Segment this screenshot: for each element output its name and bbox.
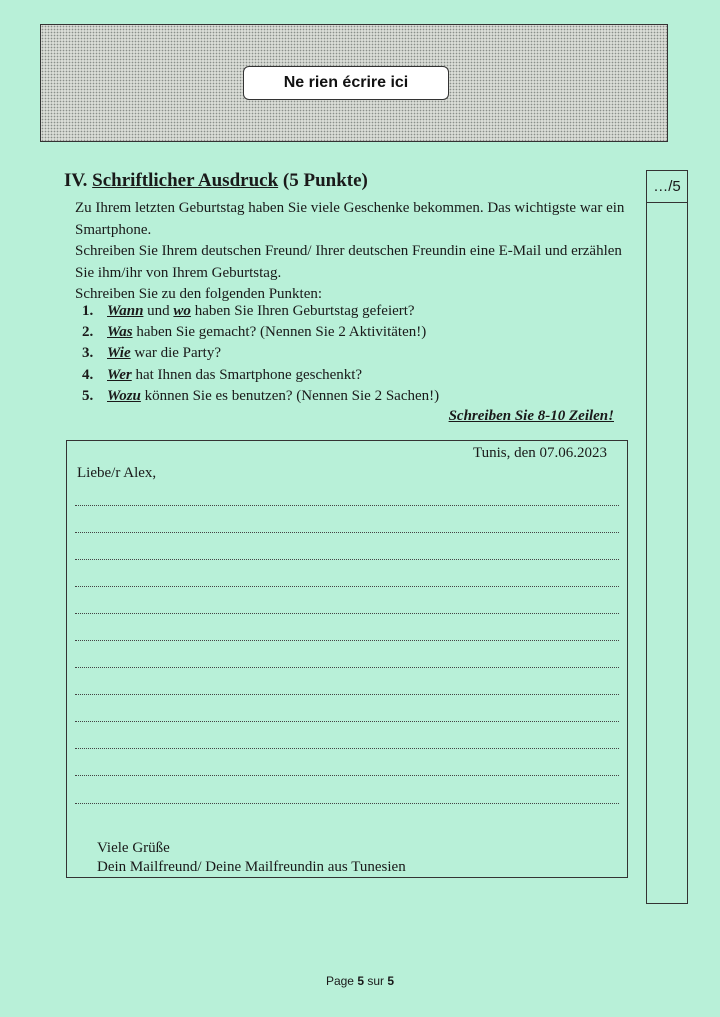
writing-line[interactable] xyxy=(75,559,619,560)
writing-line[interactable] xyxy=(75,505,619,506)
writing-line[interactable] xyxy=(75,803,619,804)
question-item: 4. Wer hat Ihnen das Smartphone geschenkt? xyxy=(82,366,363,383)
writing-line[interactable] xyxy=(75,640,619,641)
score-box: …/5 xyxy=(647,171,687,203)
writing-line[interactable] xyxy=(75,586,619,587)
writing-line[interactable] xyxy=(75,694,619,695)
question-item: 3. Wie war die Party? xyxy=(82,345,221,362)
line-count-instruction: Schreiben Sie 8-10 Zeilen! xyxy=(448,408,614,424)
question-item: 2. Was haben Sie gemacht? (Nennen Sie 2 Aktivitäten!) xyxy=(82,324,427,341)
letter-closing-signature: Dein Mailfreund/ Deine Mailfreundin aus Tunesien xyxy=(97,859,406,875)
section-number: IV. xyxy=(64,170,88,191)
letter-salutation: Liebe/r Alex, xyxy=(77,465,157,481)
question-list xyxy=(82,301,642,407)
letter-date: Tunis, den 07.06.2023 xyxy=(472,445,607,461)
intro-paragraph-1: Zu Ihrem letzten Geburtstag haben Sie viele Geschenke bekommen. Das wichtigste war ein Smartphone. xyxy=(75,200,625,238)
section-title: Schriftlicher Ausdruck xyxy=(92,170,279,191)
grading-margin xyxy=(646,170,688,904)
writing-line[interactable] xyxy=(75,721,619,722)
question-item: 5. Wozu können Sie es benutzen? (Nennen Sie 2 Sachen!) xyxy=(82,387,440,404)
writing-line[interactable] xyxy=(75,613,619,614)
do-not-write-label: Ne rien écrire ici xyxy=(243,66,449,100)
writing-line[interactable] xyxy=(75,775,619,776)
writing-line[interactable] xyxy=(75,532,619,533)
intro-paragraph-2: Schreiben Sie Ihrem deutschen Freund/ Ihrer deutschen Freundin eine E-Mail und erzählen Sie ihm/ihr von Ihrem Geburtstag. xyxy=(75,243,622,281)
section-points: (5 Punkte) xyxy=(282,170,368,191)
intro-paragraph-3: Schreiben Sie zu den folgenden Punkten: xyxy=(75,286,323,302)
question-item: 1. Wann und wo haben Sie Ihren Geburtstag gefeiert? xyxy=(82,303,415,319)
letter-closing xyxy=(97,839,406,877)
writing-line[interactable] xyxy=(75,667,619,668)
page-number: Page 5 sur 5 xyxy=(325,974,395,988)
task-description xyxy=(75,198,635,306)
writing-line[interactable] xyxy=(75,748,619,749)
letter-closing-greeting: Viele Grüße xyxy=(97,840,170,856)
letter-writing-box xyxy=(66,440,628,878)
section-heading xyxy=(64,170,368,192)
